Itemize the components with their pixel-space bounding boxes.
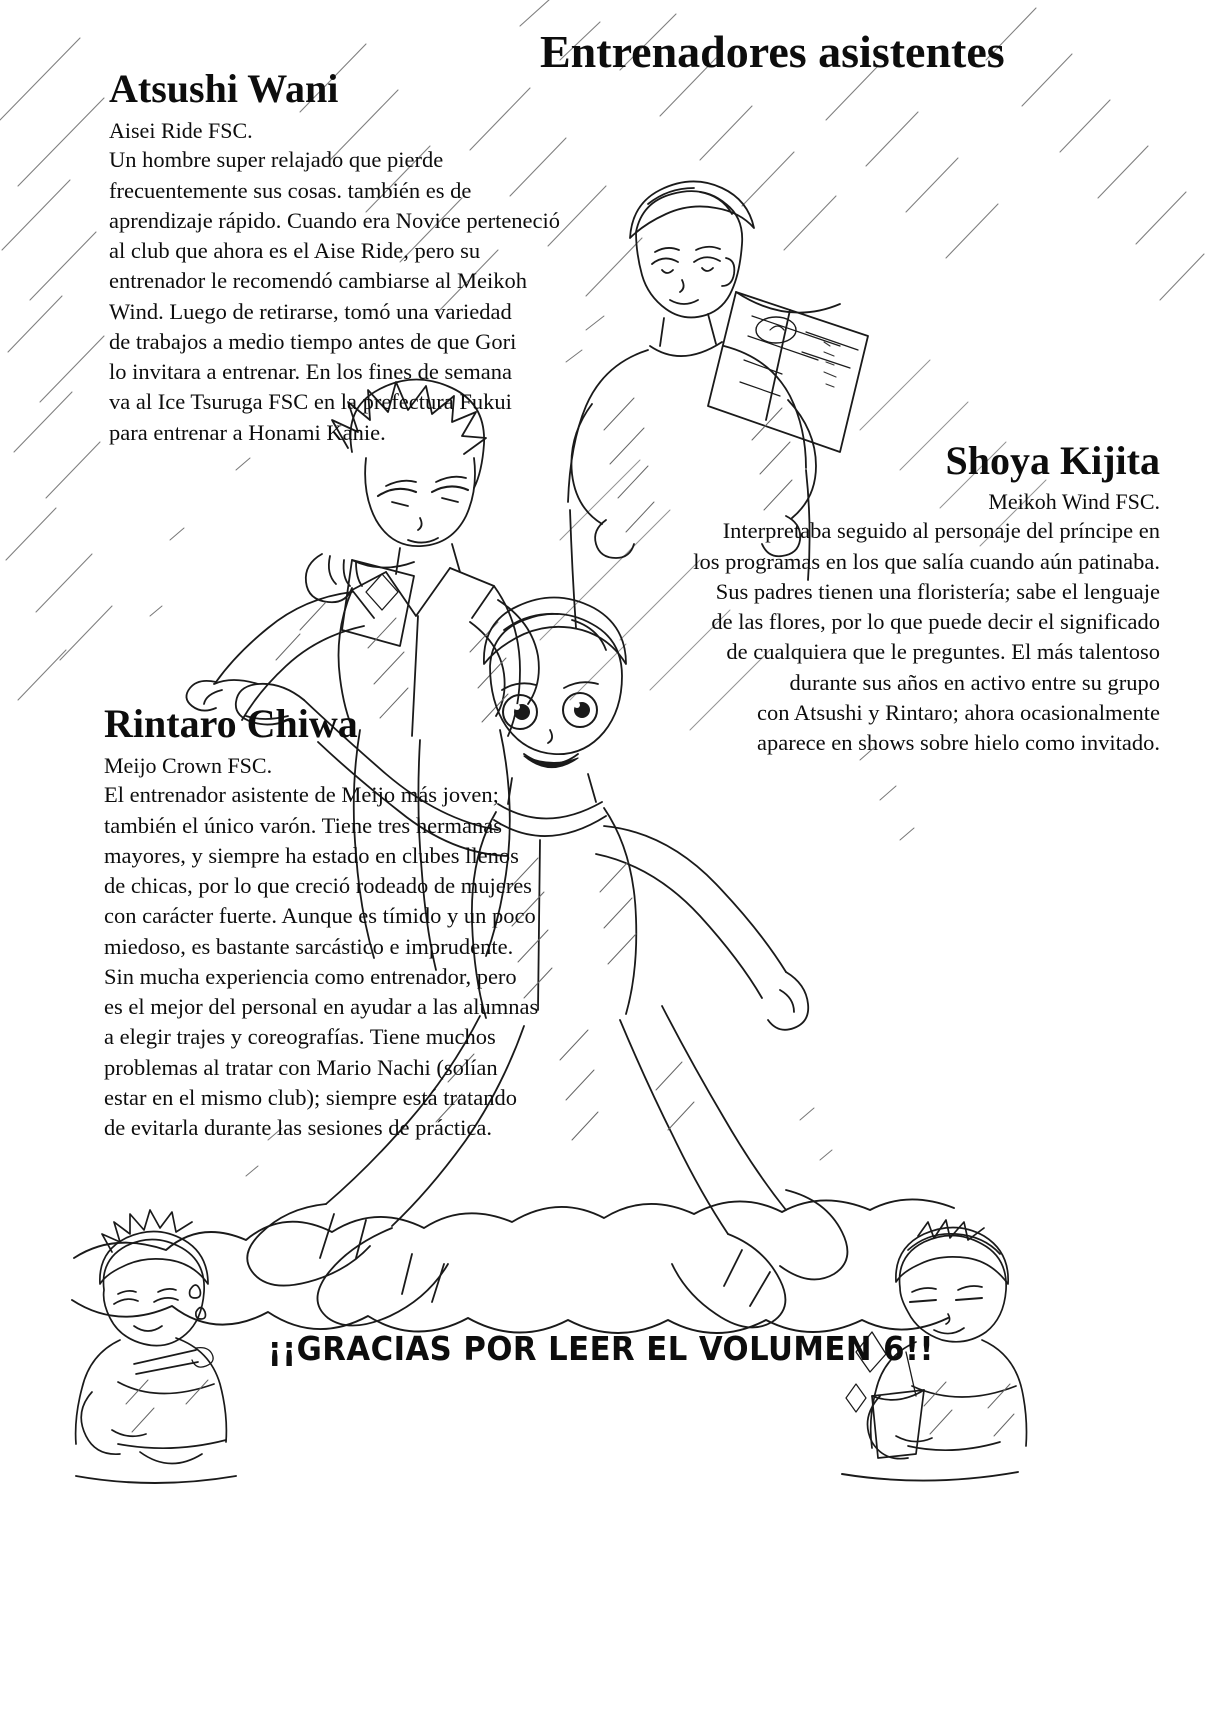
character-profile-shoya-kijita	[600, 440, 1160, 758]
character-club-rintaro-chiwa: Meijo Crown FSC.	[104, 753, 273, 778]
bio-line: durante sus años en activo entre su grupo	[789, 669, 1160, 695]
bio-line: Sus padres tienen una floristería; sabe el lenguaje	[715, 578, 1160, 604]
bio-line: con carácter fuerte. Aunque es tímido y un poco	[104, 903, 536, 929]
bio-line: de trabajos a medio tiempo antes de que Gori	[109, 328, 517, 354]
character-name-rintaro-chiwa: Rintaro Chiwa	[104, 701, 358, 746]
bio-line: para entrenar a Honami Kanie.	[109, 419, 386, 445]
bio-line: lo invitara a entrenar. En los fines de semana	[109, 359, 512, 385]
character-profile-atsushi-wani	[105, 68, 605, 448]
character-club-atsushi-wani: Aisei Ride FSC.	[109, 118, 253, 143]
bio-line: mayores, y siempre ha estado en clubes llenos	[104, 842, 519, 868]
bio-line: aparece en shows sobre hielo como invitado.	[756, 730, 1160, 756]
bio-line: también el único varón. Tiene tres hermanas	[104, 812, 503, 838]
bio-line: de chicas, por lo que creció rodeado de mujeres	[104, 873, 532, 899]
page-title: Entrenadores asistentes	[540, 26, 1005, 77]
character-name-atsushi-wani: Atsushi Wani	[109, 66, 339, 111]
bio-line: de cualquiera que le preguntes. El más talentoso	[726, 639, 1160, 665]
bio-line: entrenador le recomendó cambiarse al Meikoh	[109, 268, 527, 294]
bio-line: estar en el mismo club); siempre está tratando	[104, 1084, 517, 1110]
character-bio-atsushi-wani	[109, 145, 605, 448]
bio-line: El entrenador asistente de Meijo más joven;	[104, 782, 499, 808]
bio-line: miedoso, es bastante sarcástico e imprudente.	[104, 933, 514, 959]
character-club-shoya-kijita: Meikoh Wind FSC.	[988, 489, 1160, 514]
bio-line: Interpretaba seguido al personaje del príncipe en	[722, 518, 1160, 544]
bio-line: es el mejor del personal en ayudar a las alumnas	[104, 994, 539, 1020]
bio-line: al club que ahora es el Aise Ride, pero su	[109, 238, 481, 264]
bio-line: Un hombre super relajado que pierde	[109, 147, 444, 173]
bio-line: Wind. Luego de retirarse, tomó una variedad	[109, 298, 512, 324]
character-bio-shoya-kijita	[600, 516, 1160, 758]
bio-line: de las flores, por lo que puede decir el significado	[711, 609, 1160, 635]
bio-line: aprendizaje rápido. Cuando era Novice perteneció	[109, 207, 561, 233]
bio-line: va al Ice Tsuruga FSC en la prefectura Fukui	[109, 389, 512, 415]
character-name-shoya-kijita: Shoya Kijita	[945, 438, 1160, 483]
bio-line: de evitarla durante las sesiones de práctica.	[104, 1115, 492, 1141]
bio-line: con Atsushi y Rintaro; ahora ocasionalmente	[756, 699, 1160, 725]
bio-line: los programas en los que salía cuando aún patinaba.	[693, 548, 1160, 574]
character-bio-rintaro-chiwa	[104, 780, 600, 1143]
bio-line: frecuentemente sus cosas. también es de	[109, 177, 472, 203]
bio-line: a elegir trajes y coreografías. Tiene muchos	[104, 1024, 496, 1050]
bio-line: Sin mucha experiencia como entrenador, pero	[104, 963, 517, 989]
bio-line: problemas al tratar con Mario Nachi (solían	[104, 1054, 498, 1080]
character-profile-rintaro-chiwa	[100, 703, 600, 1143]
thank-you-banner: ¡¡GRACIAS POR LEER EL VOLUMEN 6!!	[267, 1329, 934, 1368]
